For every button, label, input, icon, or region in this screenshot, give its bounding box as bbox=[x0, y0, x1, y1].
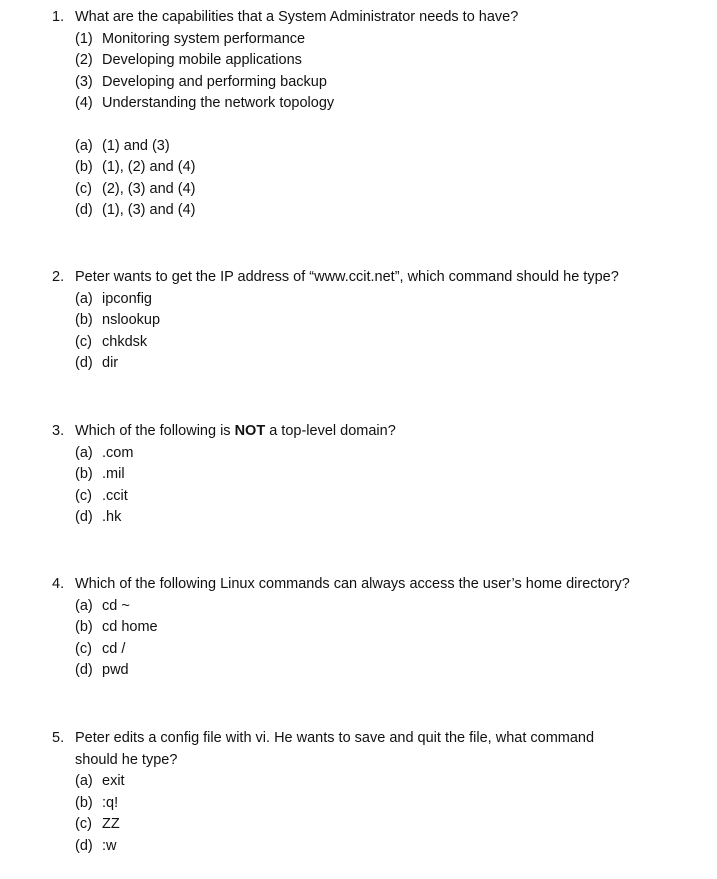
option-label: (b) bbox=[75, 312, 93, 328]
option-label: (c) bbox=[75, 487, 92, 504]
option-item bbox=[75, 814, 672, 836]
option-item bbox=[75, 486, 672, 508]
option-item bbox=[75, 443, 672, 465]
option-label: (a) bbox=[75, 597, 93, 614]
question-text: Peter wants to get the IP address of “www.ccit.net”, which command should he type? bbox=[75, 269, 619, 285]
option-item bbox=[75, 332, 672, 354]
question-5 bbox=[52, 728, 672, 857]
option-text: (1) and (3) bbox=[102, 137, 170, 154]
option-item bbox=[75, 617, 672, 639]
option-text: nslookup bbox=[102, 312, 161, 328]
option-text: .mil bbox=[102, 466, 125, 482]
option-item bbox=[75, 200, 672, 222]
question-2-stem bbox=[52, 267, 672, 289]
option-label: (a) bbox=[75, 444, 93, 461]
statement-label: (1) bbox=[75, 30, 93, 47]
question-text: What are the capabilities that a System Administrator needs to have? bbox=[75, 9, 519, 25]
option-list bbox=[75, 771, 672, 857]
question-text-line2: should he type? bbox=[75, 751, 178, 768]
option-item bbox=[75, 136, 672, 158]
option-item bbox=[75, 464, 672, 486]
statement-item bbox=[75, 93, 672, 115]
option-item bbox=[75, 507, 672, 529]
statement-text: Developing and performing backup bbox=[102, 73, 327, 90]
question-text: Peter edits a config file with vi. He wants to save and quit the file, what command bbox=[75, 730, 595, 746]
question-5-stem-continued bbox=[52, 750, 672, 772]
question-number: 3. bbox=[52, 423, 65, 439]
option-item bbox=[75, 353, 672, 375]
option-item bbox=[75, 289, 672, 311]
question-2 bbox=[52, 267, 672, 375]
option-text: .com bbox=[102, 444, 134, 461]
option-text: (1), (2) and (4) bbox=[102, 159, 196, 175]
option-item bbox=[75, 157, 672, 179]
question-text-after: a top-level domain? bbox=[265, 423, 396, 439]
question-3 bbox=[52, 421, 672, 529]
option-text: dir bbox=[102, 355, 119, 371]
statement-text: Developing mobile applications bbox=[102, 52, 302, 68]
option-item bbox=[75, 660, 672, 682]
option-label: (d) bbox=[75, 662, 93, 678]
option-text: chkdsk bbox=[102, 333, 148, 350]
option-label: (b) bbox=[75, 619, 93, 635]
option-list bbox=[75, 596, 672, 682]
option-item bbox=[75, 836, 672, 858]
option-item bbox=[75, 771, 672, 793]
option-item bbox=[75, 179, 672, 201]
option-text: (1), (3) and (4) bbox=[102, 202, 196, 218]
option-label: (b) bbox=[75, 159, 93, 175]
option-text: .ccit bbox=[102, 487, 128, 504]
option-label: (d) bbox=[75, 509, 93, 525]
statement-text: Monitoring system performance bbox=[102, 30, 306, 47]
option-text: .hk bbox=[102, 509, 122, 525]
option-label: (d) bbox=[75, 202, 93, 218]
question-number: 4. bbox=[52, 576, 65, 592]
option-label: (c) bbox=[75, 816, 92, 832]
option-text: ipconfig bbox=[102, 290, 152, 307]
option-label: (b) bbox=[75, 794, 93, 811]
option-text: pwd bbox=[102, 662, 129, 678]
statement-text: Understanding the network topology bbox=[102, 95, 335, 111]
question-1 bbox=[52, 7, 672, 222]
statement-item bbox=[75, 29, 672, 51]
question-5-stem bbox=[52, 728, 672, 750]
question-text-before: Which of the following is bbox=[75, 423, 235, 439]
option-item bbox=[75, 596, 672, 618]
option-label: (c) bbox=[75, 180, 92, 197]
option-text: cd home bbox=[102, 619, 158, 635]
option-label: (b) bbox=[75, 466, 93, 482]
option-label: (a) bbox=[75, 773, 93, 789]
option-list bbox=[75, 443, 672, 529]
option-text: :w bbox=[102, 837, 117, 854]
question-1-stem bbox=[52, 7, 672, 29]
option-text: :q! bbox=[102, 794, 119, 811]
statement-label: (2) bbox=[75, 52, 93, 68]
option-label: (d) bbox=[75, 837, 93, 854]
question-number: 1. bbox=[52, 9, 65, 25]
option-label: (a) bbox=[75, 290, 93, 307]
statement-list bbox=[75, 29, 672, 222]
option-label: (a) bbox=[75, 137, 93, 154]
option-text: cd ~ bbox=[102, 597, 130, 614]
question-number: 2. bbox=[52, 269, 65, 285]
option-text: cd / bbox=[102, 640, 126, 657]
option-label: (c) bbox=[75, 333, 92, 350]
question-number: 5. bbox=[52, 730, 65, 746]
statement-item bbox=[75, 50, 672, 72]
option-item bbox=[75, 639, 672, 661]
option-text: ZZ bbox=[102, 816, 120, 832]
option-text: (2), (3) and (4) bbox=[102, 180, 196, 197]
option-list bbox=[75, 289, 672, 375]
question-4 bbox=[52, 574, 672, 682]
option-label: (c) bbox=[75, 640, 92, 657]
option-item bbox=[75, 793, 672, 815]
question-text-emphasis: NOT bbox=[234, 423, 266, 439]
question-text: Which of the following Linux commands can always access the user’s home directory? bbox=[75, 576, 630, 592]
question-4-stem bbox=[52, 574, 672, 596]
question-text bbox=[75, 421, 672, 443]
spacer bbox=[75, 115, 672, 136]
option-label: (d) bbox=[75, 355, 93, 371]
question-3-stem bbox=[52, 421, 672, 443]
statement-label: (3) bbox=[75, 73, 93, 90]
statement-label: (4) bbox=[75, 95, 93, 111]
option-text: exit bbox=[102, 773, 125, 789]
option-item bbox=[75, 310, 672, 332]
statement-item bbox=[75, 72, 672, 94]
